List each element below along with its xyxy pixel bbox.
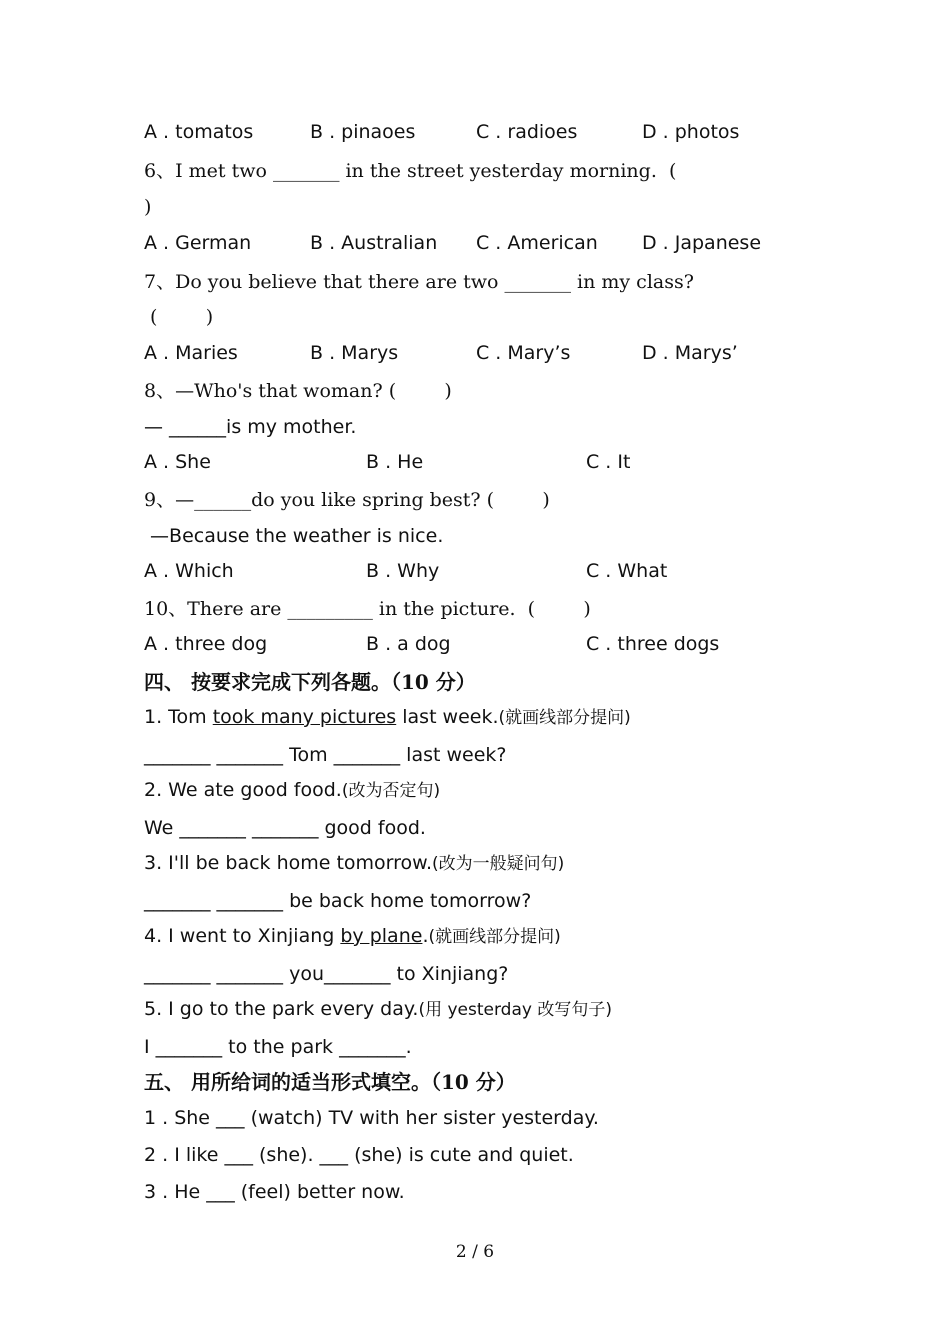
q8-answer-line: — ______is my mother. [144,416,357,438]
underlined-text: by plane [340,925,423,947]
q6-stem: 6、I met two _______ in the street yesterday morning. ( [144,160,677,182]
q10-stem: 10、There are _________ in the picture. ( ) [144,598,591,620]
section4-answer-3: _______ _______ be back home tomorrow? [144,890,532,912]
item-text: 1. Tom [144,706,213,728]
q6-option-a: A . German [144,232,252,254]
q10-option-c: C . three dogs [586,633,720,655]
item-instruction: (就画线部分提问) [428,927,561,947]
q8-option-c: C . It [586,451,631,473]
q9-answer-line: —Because the weather is nice. [144,525,444,547]
item-instruction: (改为一般疑问句) [432,854,565,874]
section4-title: 四、 按要求完成下列各题。（10 分） [144,670,476,694]
q8-stem: 8、—Who's that woman? ( ) [144,380,452,402]
item-text: last week. [396,706,499,728]
q7-option-c: C . Mary’s [476,342,571,364]
q9-option-a: A . Which [144,560,234,582]
q5-option-b: B . pinaoes [310,121,416,143]
q10-option-a: A . three dog [144,633,268,655]
q7-stem: 7、Do you believe that there are two _______ in my class? [144,271,694,293]
section5-title: 五、 用所给词的适当形式填空。（10 分） [144,1070,516,1094]
q5-option-d: D . photos [642,121,740,143]
q5-option-a: A . tomatos [144,121,254,143]
q9-option-c: C . What [586,560,668,582]
q9-option-b: B . Why [366,560,440,582]
section4-item-1 [144,705,631,730]
section5-item-3: 3 . He ___ (feel) better now. [144,1181,405,1203]
item-text: 4. I went to Xinjiang [144,925,341,947]
section4-answer-4: _______ _______ you_______ to Xinjiang? [144,963,509,985]
q6-option-c: C . American [476,232,598,254]
item-text: . [422,925,429,947]
item-text: 3. I'll be back home tomorrow. [144,852,433,874]
q5-option-c: C . radioes [476,121,578,143]
section4-answer-2: We _______ _______ good food. [144,817,426,839]
q6-paren-close: ) [144,196,152,218]
item-text: 2. We ate good food. [144,779,342,801]
q7-paren: ( ) [144,306,214,328]
section4-answer-5: I _______ to the park _______. [144,1036,412,1058]
item-instruction: (用 yesterday 改写句子) [418,1000,612,1020]
q8-option-a: A . She [144,451,211,473]
item-instruction: (就画线部分提问) [498,708,631,728]
page-number: 2 / 6 [455,1242,495,1262]
section4-item-5 [144,997,612,1022]
q9-stem: 9、—______do you like spring best? ( ) [144,489,550,511]
q8-option-b: B . He [366,451,424,473]
item-text: 5. I go to the park every day. [144,998,419,1020]
section5-item-2: 2 . I like ___ (she). ___ (she) is cute and quiet. [144,1144,574,1166]
section5-item-1: 1 . She ___ (watch) TV with her sister yesterday. [144,1107,599,1129]
q6-option-b: B . Australian [310,232,438,254]
q7-option-b: B . Marys [310,342,399,364]
q7-option-a: A . Maries [144,342,238,364]
underlined-text: took many pictures [212,706,397,728]
q7-option-d: D . Marys’ [642,342,738,364]
section4-item-3 [144,851,564,876]
q6-option-d: D . Japanese [642,232,762,254]
section4-answer-1: _______ _______ Tom _______ last week? [144,744,507,766]
section4-item-2 [144,778,440,803]
section4-item-4 [144,924,561,949]
q10-option-b: B . a dog [366,633,451,655]
item-instruction: (改为否定句) [341,781,441,801]
